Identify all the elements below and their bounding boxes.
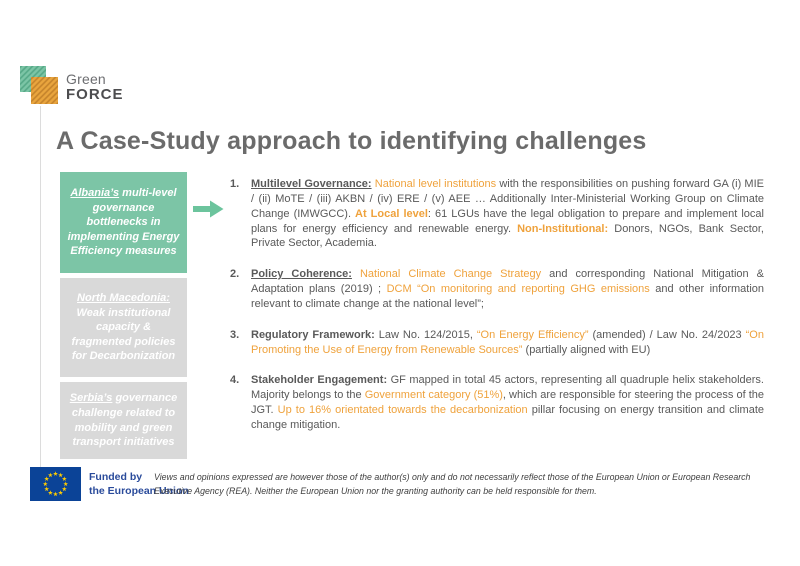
case-box-albania-text [67,186,180,259]
eu-funding-label-line2: the European Union [89,484,189,497]
list-item-regulatory-framework [230,328,764,358]
slide-title: A Case-Study approach to identifying challenges [56,127,647,155]
list-item-body [251,267,764,312]
text-segment: DCM “On monitoring and reporting GHG emissions [386,283,650,296]
list-item-number: 3. [230,328,240,341]
logo-wordmark [66,72,124,102]
text-segment: Non-Institutional: [517,222,609,235]
text-segment: National level institutions [374,178,497,190]
list-item-number: 2. [230,268,240,281]
text-segment: (amended) / Law No. 24/2023 [588,328,746,341]
list-item-stakeholder-engagement [230,373,764,432]
text-segment: Policy Coherence: [251,268,352,281]
list-item-body [251,328,764,358]
case-box-north-macedonia-lead: North Macedonia: [77,292,170,305]
case-box-serbia [60,382,187,459]
case-box-albania-rest: multi-level governance bottlenecks in implementing Energy Efficiency measures [67,187,180,258]
disclaimer-text [154,471,779,498]
disclaimer-line1: Views and opinions expressed are however those of the author(s) only and do not necessarily reflect those of the European Union or European Research [154,472,751,482]
text-segment: Regulatory Framework: [251,328,375,341]
footer [0,462,800,508]
logo-word-green: Green [66,71,106,88]
text-segment: At Local level [355,207,428,220]
text-segment: Up to 16% orientated towards the decarbonization [277,404,528,417]
eu-flag-icon [30,467,81,501]
text-segment: GF mapped in total 45 actors, representing all quadruple helix stakeholders. Majority belongs to the [251,374,764,402]
text-segment: , which are responsible for steering the process of the JGT. [251,389,764,417]
text-segment: “On Energy Efficiency” [476,328,589,341]
list-item-number: 1. [230,178,240,190]
text-segment: Stakeholder Engagement: [251,374,388,387]
list-item-policy-coherence [230,267,764,312]
text-segment: Government category (51%) [364,389,503,402]
disclaimer-line2: Executive Agency (REA). Neither the European Union nor the granting authority can be held responsible for them. [154,485,597,496]
greenforce-logo [20,66,124,109]
case-box-serbia-lead: Serbia’s [69,392,113,405]
text-segment: Law No. 124/2015, [374,328,477,341]
right-arrow-icon [193,200,224,218]
text-segment [352,268,360,280]
text-segment: and corresponding National Mitigation & Adaptation plans (2019) ; [251,268,765,296]
text-segment: (partially aligned with EU) [522,343,651,356]
text-segment: National Climate Change Strategy [359,268,542,281]
case-box-north-macedonia [60,278,187,377]
text-segment: pillar focusing on energy transition and climate change mitigation. [251,404,764,431]
list-item-multilevel-governance [230,177,764,251]
case-box-serbia-text [67,391,180,449]
list-item-body [251,373,764,432]
eu-funding-label-line1: Funded by [89,471,143,483]
case-box-serbia-rest: governance challenge related to mobility and green transport initiatives [71,392,178,449]
logo-word-force: FORCE [66,85,124,103]
challenge-list [230,177,764,449]
text-segment: with the responsibilities on pushing forward GA (i) MIE / (ii) MoTE / (iii) AKBN / (iv) ERE / (v) AEE … Additionally Inter-Ministerial Working Group on Climate Change (IMWGCC). [251,178,764,220]
text-segment: : 61 LGUs have the legal obligation to prepare and implement local plans for energy efficiency and renewable energy. [251,207,764,235]
case-box-north-macedonia-text [67,291,180,364]
case-box-albania [60,172,187,273]
left-guide-line [40,106,41,468]
text-segment: and other information relevant to climate change at the national level”; [251,283,765,310]
text-segment: “On Promoting the Use of Energy from Renewable Sources” [251,328,764,356]
greenforce-logo-icon [20,66,58,109]
list-item-body [251,177,764,251]
text-segment: Multilevel Governance: [251,178,372,190]
case-box-albania-lead: Albania’s [70,187,120,200]
text-segment: Donors, NGOs, Bank Sector, Private Sector, Academia. [251,222,764,250]
list-item-number: 4. [230,374,240,387]
case-box-north-macedonia-rest: Weak institutional capacity & fragmented policies for Decarbonization [71,306,176,363]
